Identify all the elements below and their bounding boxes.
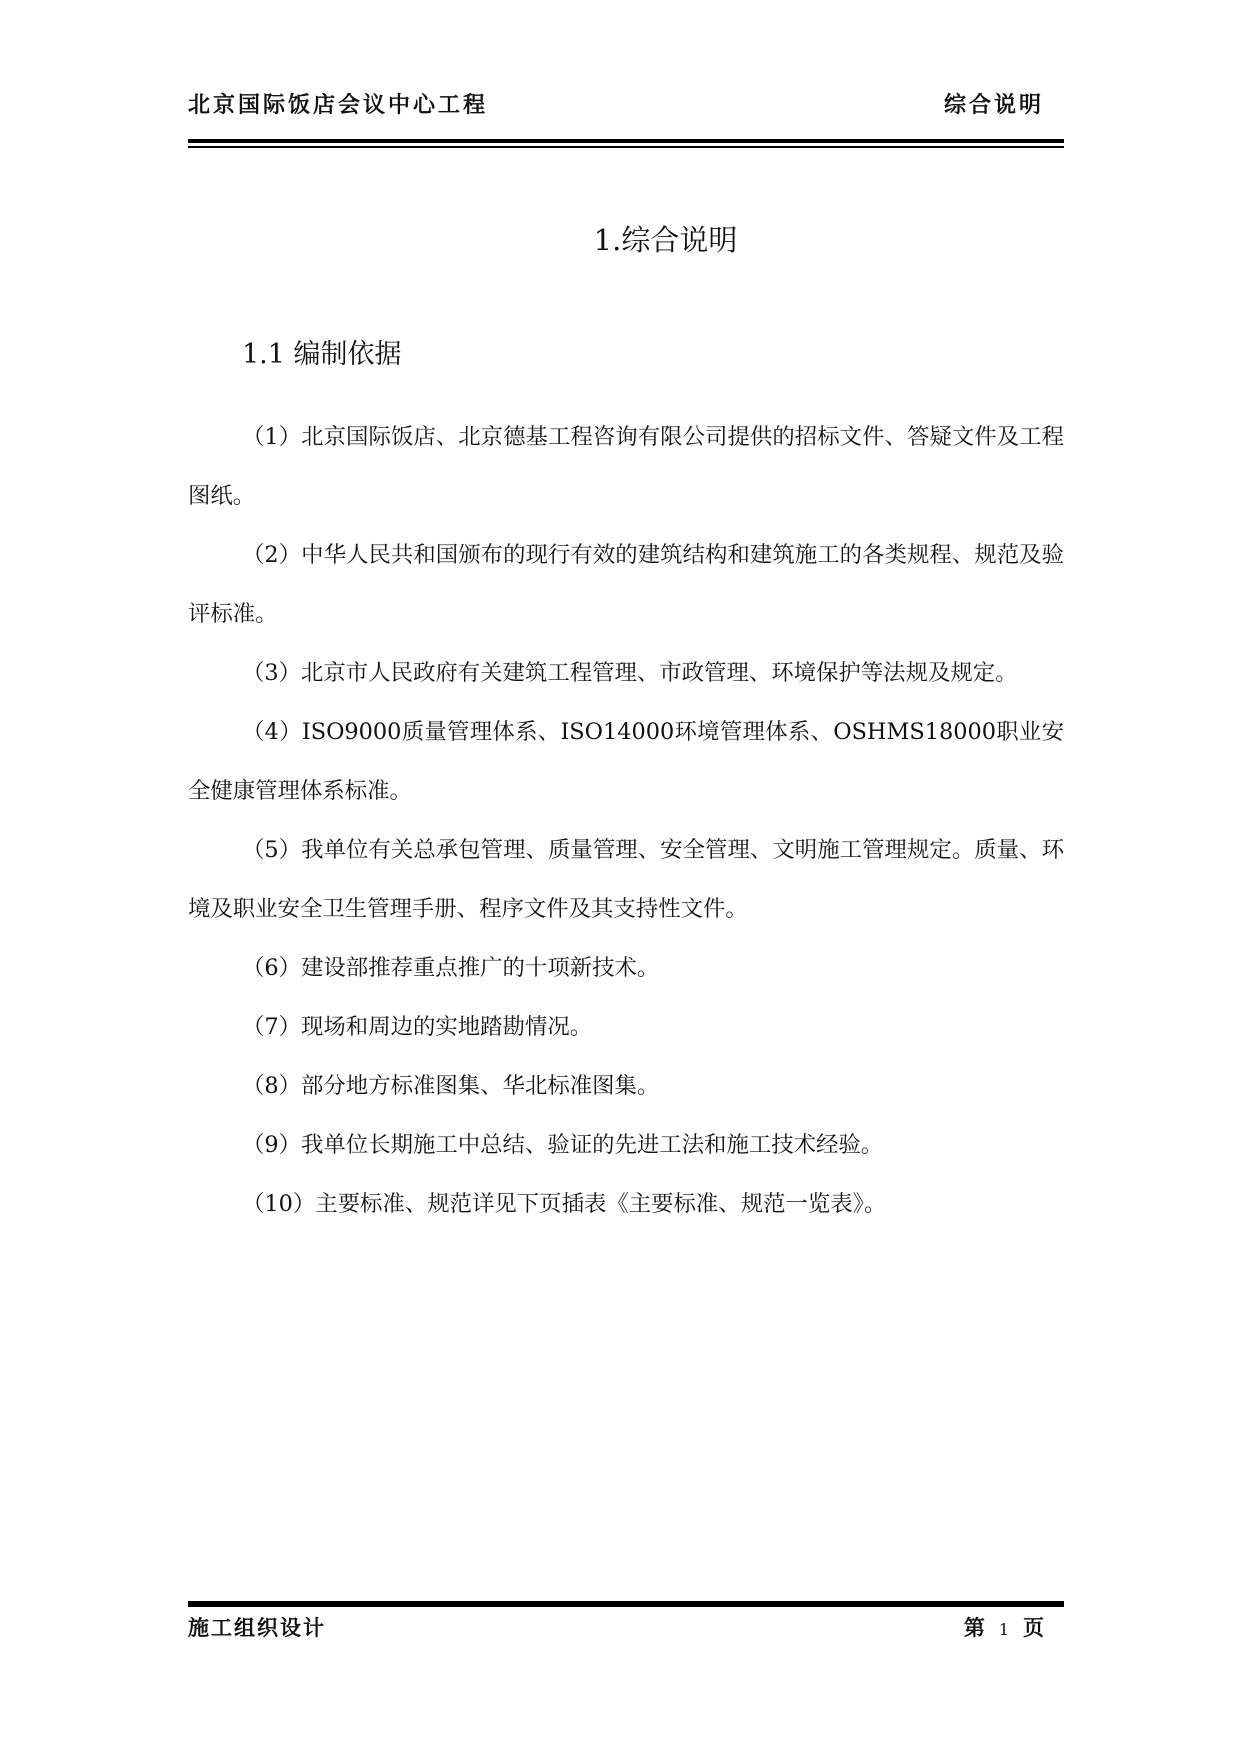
paragraph: （6）建设部推荐重点推广的十项新技术。	[242, 955, 660, 981]
header-section-name: 综合说明	[943, 93, 1044, 118]
footer-doc-type: 施工组织设计	[188, 1616, 326, 1640]
paragraph: （7）现场和周边的实地踏勘情况。	[242, 1014, 593, 1040]
paragraph: （4）ISO9000质量管理体系、ISO14000环境管理体系、OSHMS18000职业安全健康管理体系标准。	[188, 719, 1064, 804]
paragraph: （2）中华人民共和国颁布的现行有效的建筑结构和建筑施工的各类规程、规范及验评标准。	[188, 542, 1064, 627]
header-rule-thick	[188, 139, 1064, 143]
header-rule-thin	[188, 146, 1064, 148]
page-prefix: 第	[963, 1616, 985, 1640]
page-suffix: 页	[1023, 1616, 1044, 1640]
paragraph: （10）主要标准、规范详见下页插表《主要标准、规范一览表》。	[242, 1191, 887, 1217]
section-title: 1.1 编制依据	[242, 339, 402, 370]
page-number: 1	[998, 1620, 1009, 1639]
paragraph: （3）北京市人民政府有关建筑工程管理、市政管理、环境保护等法规及规定。	[242, 660, 1018, 686]
paragraph: （5）我单位有关总承包管理、质量管理、安全管理、文明施工管理规定。质量、环境及职业安全卫生管理手册、程序文件及其支持性文件。	[188, 837, 1064, 922]
page-header	[188, 88, 1064, 122]
document-title: 1.综合说明	[593, 223, 738, 257]
footer-rule-thin	[188, 1605, 1064, 1607]
paragraph: （1）北京国际饭店、北京德基工程咨询有限公司提供的招标文件、答疑文件及工程图纸。	[188, 424, 1064, 509]
page-footer	[188, 1612, 1064, 1646]
paragraph: （8）部分地方标准图集、华北标准图集。	[242, 1073, 660, 1099]
page-number-label	[964, 1612, 1044, 1642]
document-body	[188, 408, 1064, 1234]
paragraph: （9）我单位长期施工中总结、验证的先进工法和施工技术经验。	[242, 1132, 884, 1158]
header-project-name: 北京国际饭店会议中心工程	[188, 93, 489, 118]
